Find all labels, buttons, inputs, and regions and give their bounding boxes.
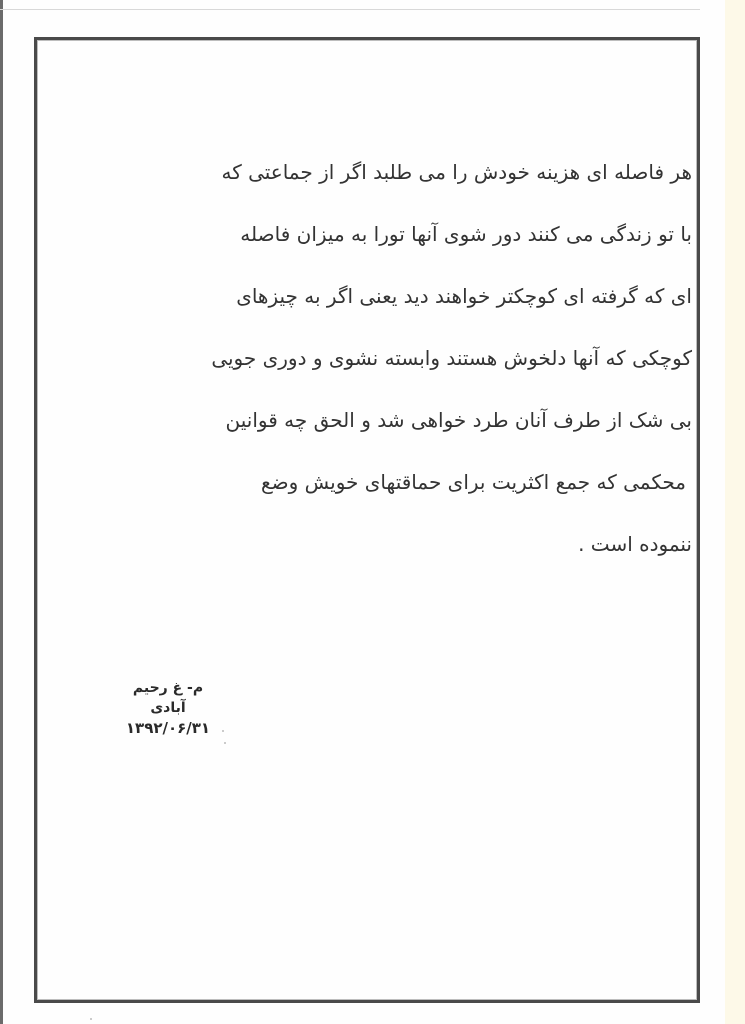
body-line-1: هر فاصله ای هزینه خودش را می طلبد اگر از جماعتی که	[221, 160, 692, 184]
scan-speck	[90, 1018, 92, 1020]
body-line-3: ای که گرفته ای کوچکتر خواهند دید یعنی اگر به چیزهای	[236, 284, 692, 308]
body-line-4: کوچکی که آنها دلخوش هستند وابسته نشوی و دوری جویی	[211, 346, 692, 370]
scan-speck	[224, 742, 226, 744]
document-body	[132, 150, 692, 584]
signature-name: م- غ رحیم آبادی	[132, 680, 204, 716]
scan-edge-left	[0, 0, 3, 1024]
signature-block	[118, 678, 218, 738]
body-line-6: محکمی که جمع اکثریت برای حماقتهای خویش وضع	[260, 470, 686, 494]
scan-tint-right	[725, 0, 745, 1024]
signature-date: ۱۳۹۲/۰۶/۳۱	[125, 719, 211, 737]
scan-edge-top	[0, 9, 700, 10]
scan-speck	[222, 730, 224, 732]
body-line-2: با تو زندگی می کنند دور شوی آنها تورا به میزان فاصله	[240, 222, 692, 246]
body-line-5: بی شک از طرف آنان طرد خواهی شد و الحق چه قوانین	[225, 408, 692, 432]
body-line-7: ننموده است .	[578, 532, 692, 556]
